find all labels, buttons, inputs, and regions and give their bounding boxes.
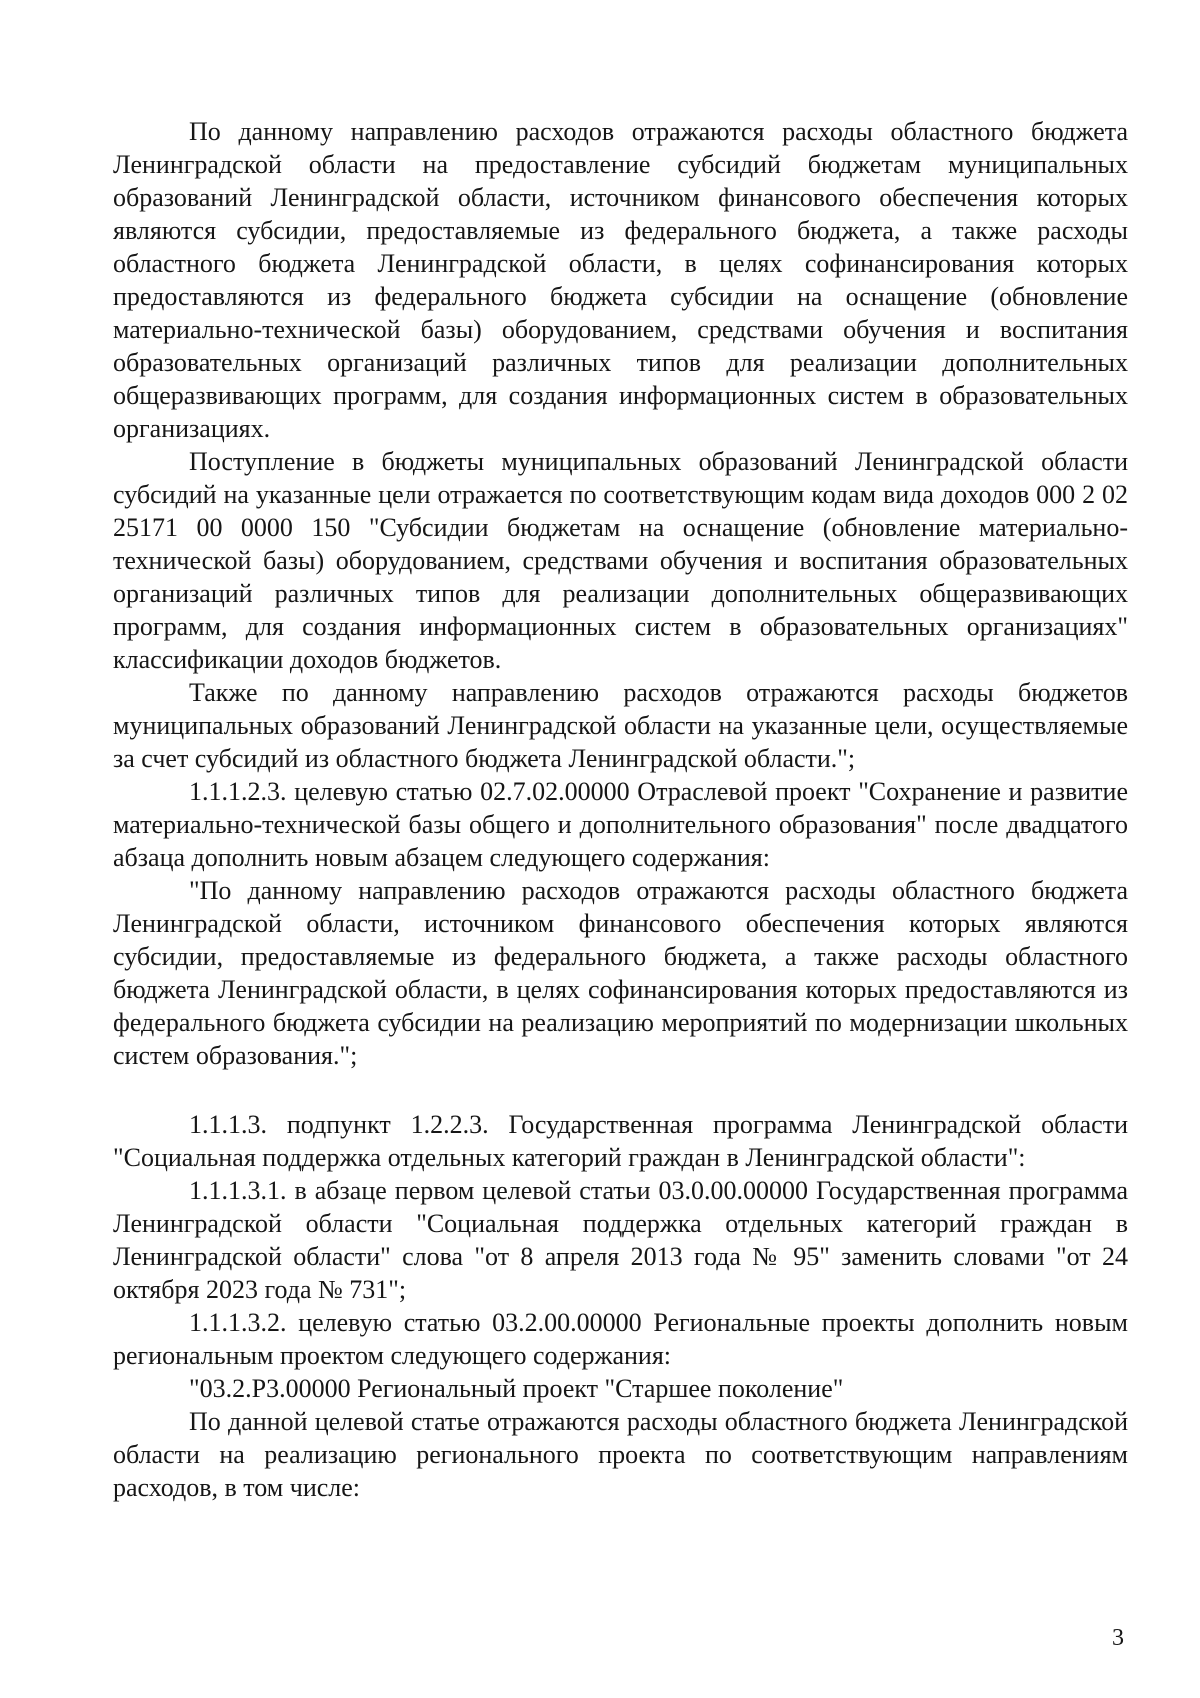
paragraph-municipal-expenses: Также по данному направлению расходов отражаются расходы бюджетов муниципальных образований Ленинградской области на указанные цели, осуществляемые за счет субсидий из областного бюджета Ленинградской области."; — [113, 678, 1128, 773]
paragraph-school-modernization: "По данному направлению расходов отражаются расходы областного бюджета Ленинградской области, источником финансового обеспечения которых являются субсидии, предоставляемые из федерального бюджета, а также расходы областного бюджета Ленинградской области, в целях софинансирования которых предоставляются из федерального бюджета субсидии на реализацию мероприятий по модернизации школьных систем образования."; — [113, 876, 1128, 1070]
paragraph-income-receipt: Поступление в бюджеты муниципальных образований Ленинградской области субсидий на указанные цели отражается по соответствующим кодам вида доходов 000 2 02 25171 00 0000 150 "Субсидии бюджетам на оснащение (обновление материально-технической базы) оборудованием, средствами обучения и воспитания образовательных организаций различных типов для реализации дополнительных общеразвивающих программ, для создания информационных систем в образовательных организациях" классификации доходов бюджетов. — [113, 447, 1128, 674]
page-number: 3 — [1112, 1625, 1124, 1651]
paragraph-item-1-1-1-3-1: 1.1.1.3.1. в абзаце первом целевой статьи 03.0.00.00000 Государственная программа Ленинградской области "Социальная поддержка отдельных категорий граждан в Ленинградской области" слова "от 8 апреля 2013 года № 95" заменить словами "от 24 октября 2023 года № 731"; — [113, 1176, 1128, 1304]
paragraph-item-1-1-1-3-2: 1.1.1.3.2. целевую статью 03.2.00.00000 Региональные проекты дополнить новым региональным проектом следующего содержания: — [113, 1308, 1128, 1370]
paragraph-gap — [113, 1072, 1128, 1108]
paragraph-item-1-1-1-2-3: 1.1.1.2.3. целевую статью 02.7.02.00000 Отраслевой проект "Сохранение и развитие материально-технической базы общего и дополнительного образования" после двадцатого абзаца дополнить новым абзацем следующего содержания: — [113, 777, 1128, 872]
paragraph-subsidy-expenses: По данному направлению расходов отражаются расходы областного бюджета Ленинградской области на предоставление субсидий бюджетам муниципальных образований Ленинградской области, источником финансового обеспечения которых являются субсидии, предоставляемые из федерального бюджета, а также расходы областного бюджета Ленинградской области, в целях софинансирования которых предоставляются из федерального бюджета субсидии на оснащение (обновление материально-технической базы) оборудованием, средствами обучения и воспитания образовательных организаций различных типов для реализации дополнительных общеразвивающих программ, для создания информационных систем в образовательных организациях. — [113, 117, 1128, 443]
paragraph-regional-project-title: "03.2.Р3.00000 Региональный проект "Старшее поколение" — [189, 1374, 844, 1403]
paragraph-item-1-1-1-3: 1.1.1.3. подпункт 1.2.2.3. Государственная программа Ленинградской области "Социальная поддержка отдельных категорий граждан в Ленинградской области": — [113, 1110, 1128, 1172]
document-page — [113, 115, 1128, 1504]
paragraph-regional-project-expenses: По данной целевой статье отражаются расходы областного бюджета Ленинградской области на реализацию регионального проекта по соответствующим направлениям расходов, в том числе: — [113, 1407, 1128, 1502]
